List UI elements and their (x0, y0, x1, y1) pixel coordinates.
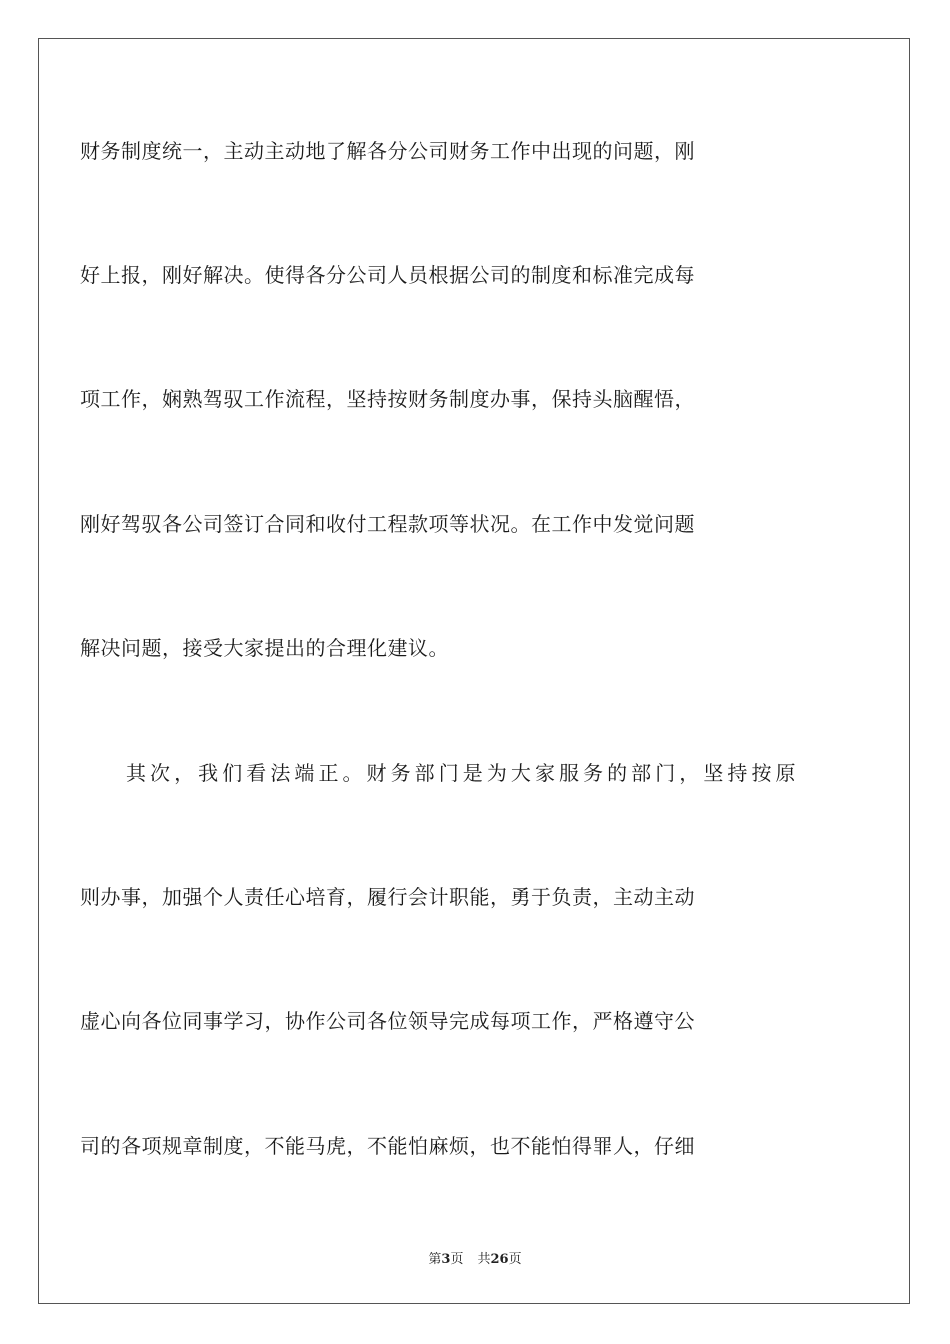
total-prefix: 共 (477, 1252, 491, 1267)
text-line: 刚好驾驭各公司签订合同和收付工程款项等状况。在工作中发觉问题 (80, 512, 695, 536)
text-line: 好上报，刚好解决。使得各分公司人员根据公司的制度和标准完成每 (80, 263, 695, 287)
text-line: 财务制度统一，主动主动地了解各分公司财务工作中出现的问题，刚 (80, 139, 695, 163)
page-number: 3 (441, 1252, 451, 1267)
text-line: 虚心向各位同事学习，协作公司各位领导完成每项工作，严格遵守公 (80, 1009, 695, 1033)
total-pages: 26 (490, 1252, 509, 1267)
page-prefix: 第 (428, 1252, 442, 1267)
text-line: 司的各项规章制度，不能马虎，不能怕麻烦，也不能怕得罪人，仔细 (80, 1134, 695, 1158)
page-border (38, 38, 910, 1304)
paragraph-start-line: 其次，我们看法端正。财务部门是为大家服务的部门，坚持按原 (126, 761, 796, 785)
text-line: 解决问题，接受大家提出的合理化建议。 (80, 636, 449, 660)
page-footer (0, 1248, 950, 1267)
text-line: 则办事，加强个人责任心培育，履行会计职能，勇于负责，主动主动 (80, 885, 695, 909)
text-line: 项工作，娴熟驾驭工作流程，坚持按财务制度办事，保持头脑醒悟， (80, 387, 695, 411)
page-suffix: 页 (450, 1252, 464, 1267)
total-suffix: 页 (508, 1252, 522, 1267)
